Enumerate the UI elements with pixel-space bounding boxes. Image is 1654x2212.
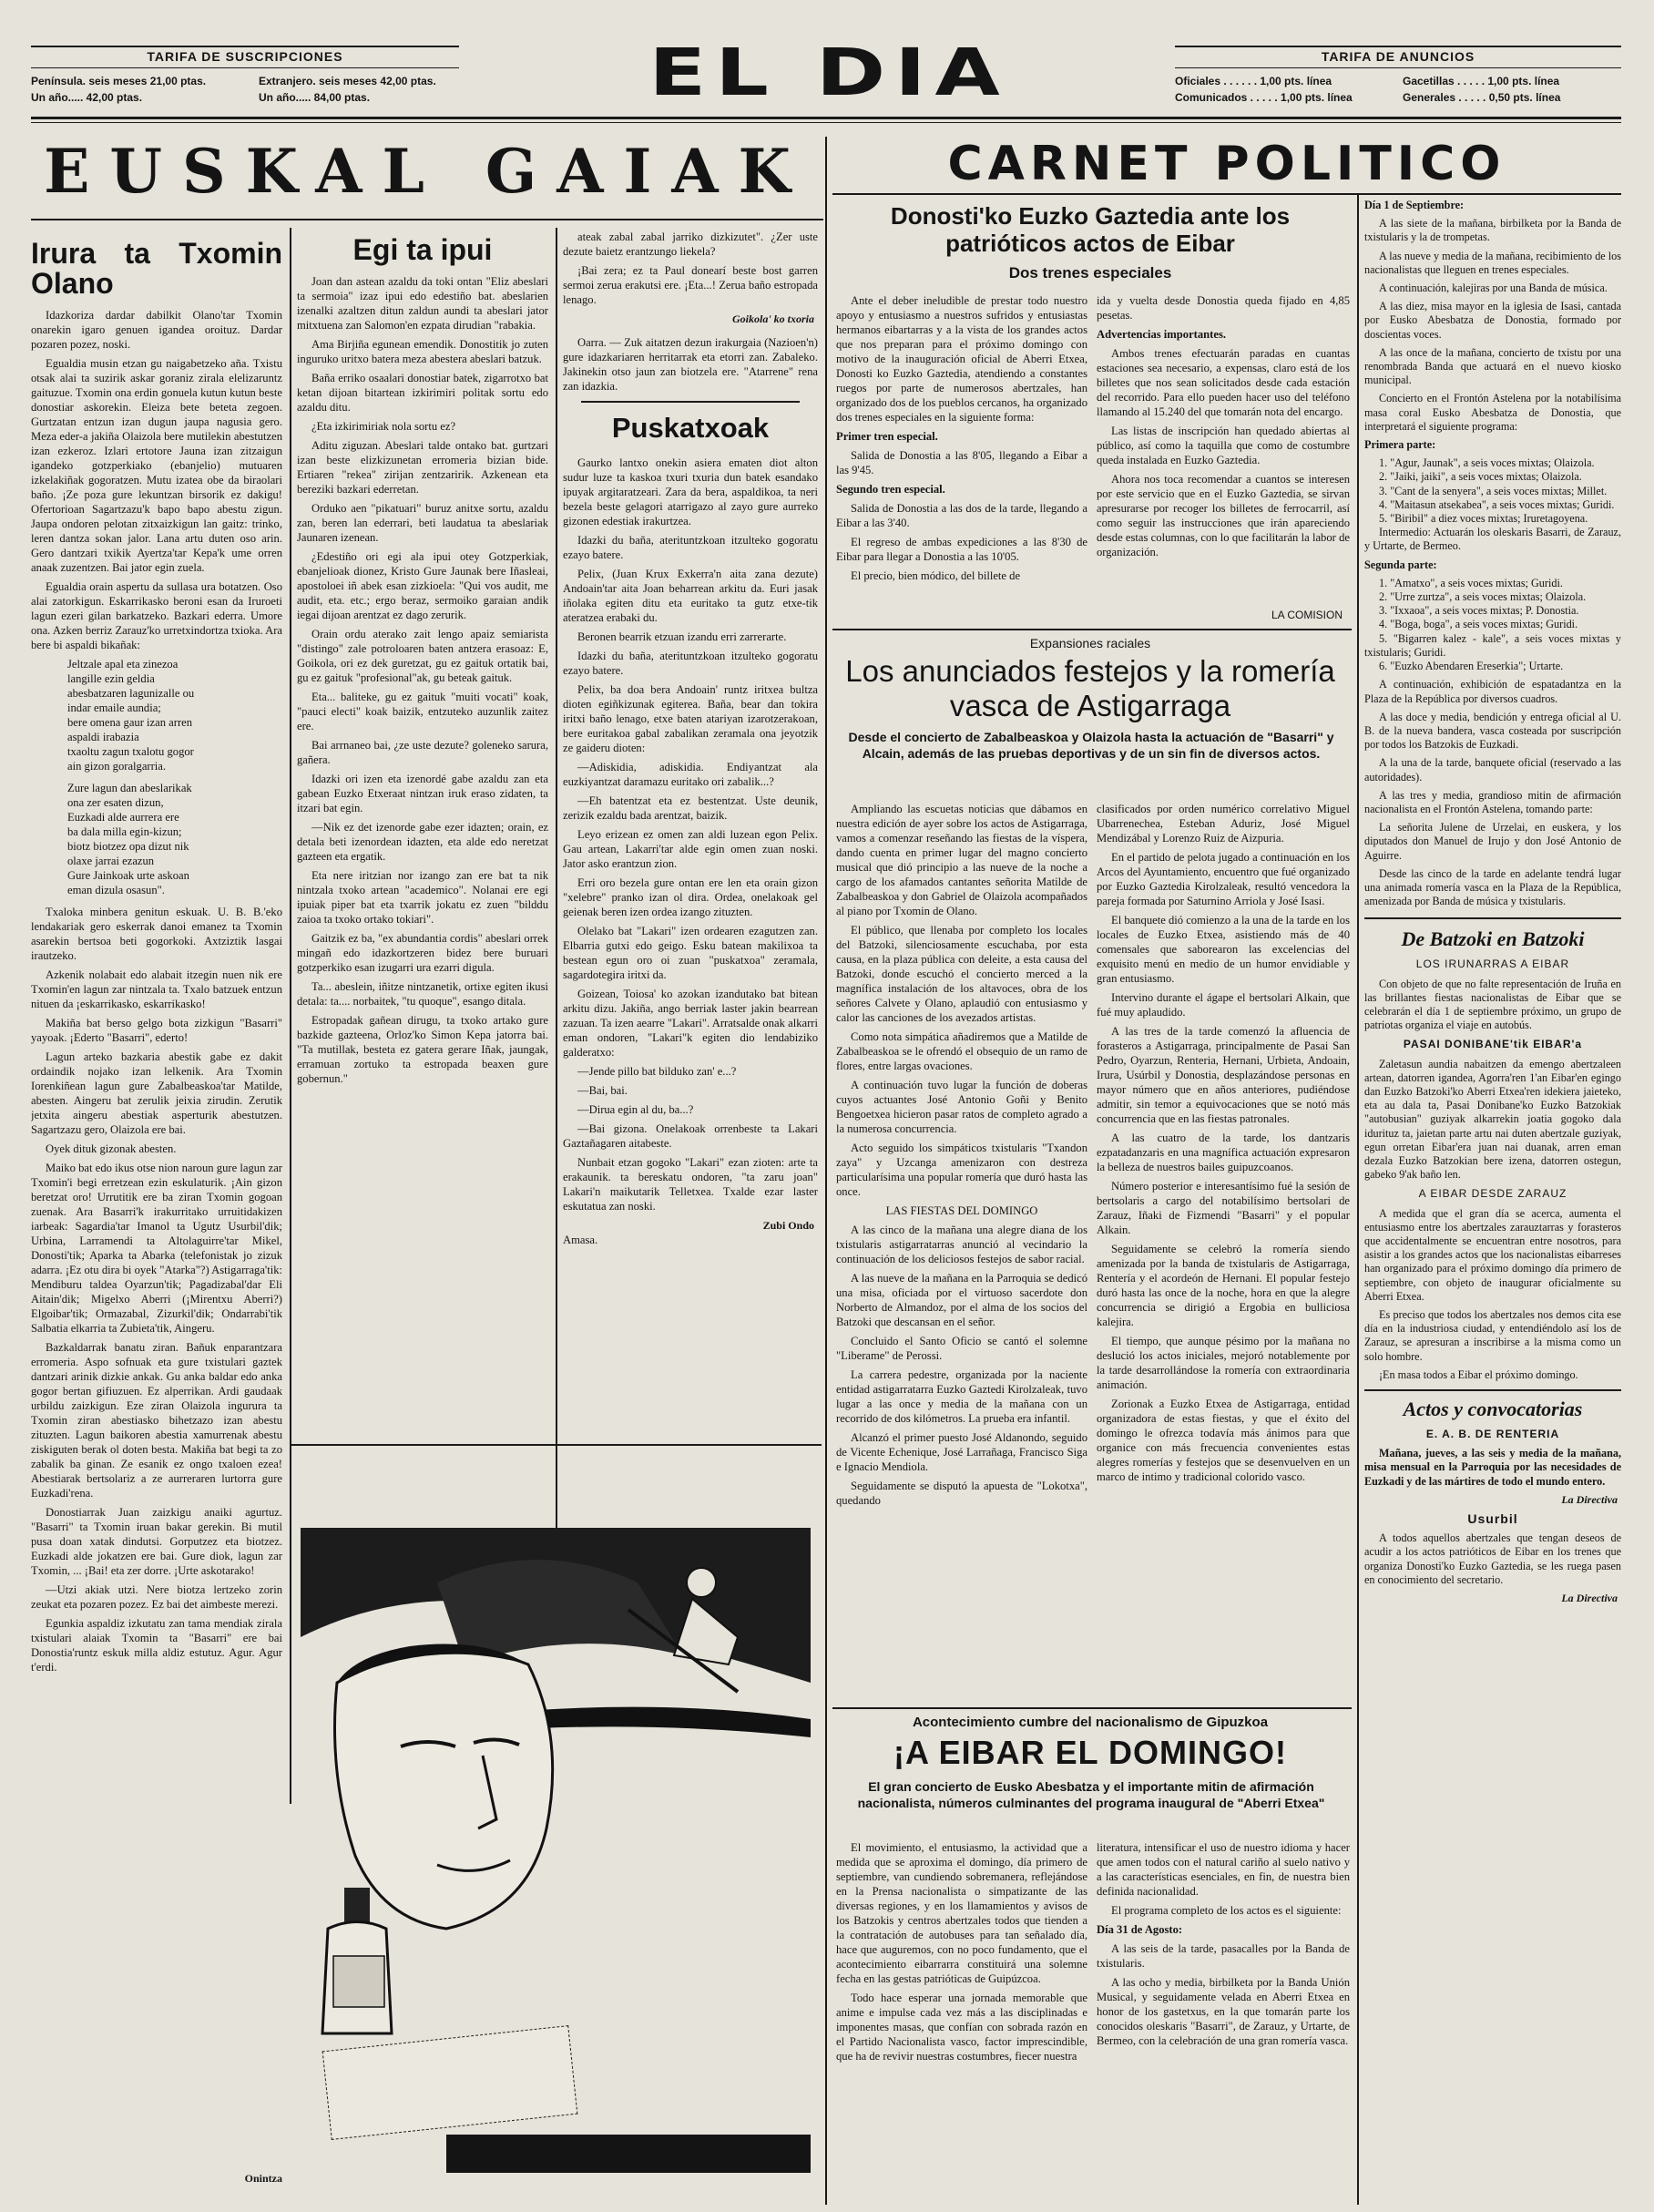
article-paragraph: Idazki du baña, aterituntzkoan itzulteko gogoratu ezayo batere.: [563, 534, 818, 561]
article-subhead: Día 31 de Agosto:: [1097, 1923, 1183, 1936]
article-paragraph: —Bai, bai.: [577, 1084, 628, 1097]
carnet-politico-title: CARNET POLITICO: [947, 137, 1506, 191]
program-item: 5. "Bigarren kalez - kale", a seis voces mixtas y txistularis; Guridi.: [1364, 631, 1621, 659]
article-paragraph: Seguidamente se disputó la apuesta de "Lokotxa", quedando: [836, 1480, 1087, 1507]
article-rule: [832, 1707, 1352, 1709]
signature-c1: Onintza: [244, 2172, 282, 2185]
ads-left: [1175, 73, 1398, 106]
subs-line: Un año..... 84,00 ptas.: [259, 91, 371, 104]
article-paragraph: Zorionak a Euzko Etxea de Astigarraga, entidad organizadora de estas fiestas, y que el éxito del domingo le ofrezca todavía más ánimos para que organice con más frecuencia convenientes estas alegres romerías y festejos que se desenvuelven en un marco de intimo y tradicional colorido vasco.: [1097, 1398, 1350, 1483]
ads-line: Gacetillas . . . . . 1,00 pts. línea: [1403, 75, 1560, 87]
article-paragraph: Bazkaldarrak banatu ziran. Bañuk enparantzara erromeria. Aspo sofnuak eta gure txistulari gaztek dantzari arinik dizkie ankak. Gu anka baldar edo anka gogor bertan gifiuzuen. Ez alperrikan. Ardi gaudaak urbildu zaizkigun. Eze ziran Olaizola ingurura ta Txomin ziran abestiasko bihetzazo izan abestu zituzten. Lagun baikoren abestia xamurrenak abestu ziskiguten berak ol doten besta. Makiña bat begi ta zo zabalik ba ginan. Ze esanik ez ongo txaloen ezea! Abestiarak bertsolariz a ze aurreraren lurtorra gure Euzkadi'rena.: [31, 1341, 282, 1500]
masthead-rule-thin: [31, 122, 1621, 123]
article-paragraph: A continuación tuvo lugar la función de doberas cuyos actuantes José Antonio Goñi y Benito Bengoetxea hicieron pasar ratos de completo agrado a la numerosa concurrencia.: [836, 1079, 1087, 1135]
verse-line: langille ezin geldia: [67, 672, 155, 685]
usurbil-subhead: Usurbil: [1467, 1511, 1518, 1527]
program-subhead: Primera parte:: [1364, 438, 1436, 452]
verse-line: abesbatzaren lagunizalle ou: [67, 687, 195, 700]
article-paragraph: —Adiskidia, adiskidia. Endiyantzat ala euzkiyantzat daramazu euritako ori zabalik...?: [563, 761, 818, 788]
article-subhead: Primer tren especial.: [836, 430, 938, 443]
program-item: A las diez, misa mayor en la iglesia de Isasi, cantada por Eusko Abesbatza de Donostia, formado por doscientas voces.: [1364, 300, 1621, 341]
article-paragraph: Beronen bearrik etzuan izandu erri zarrerarte.: [577, 630, 787, 643]
article-subhead: Día 1 de Septiembre:: [1364, 199, 1465, 211]
brylcreem-ad: [291, 1444, 822, 2173]
program-item: A las once de la mañana, concierto de txistu por una renombrada Banda que actuará en el nuevo kiosko municipal.: [1364, 345, 1621, 387]
subs-left: [31, 73, 259, 106]
program-item: 4. "Boga, boga", a seis voces mixtas; Guridi.: [1379, 618, 1578, 631]
verse-line: Euzkadi alde aurrera ere: [67, 811, 179, 824]
article-paragraph: Pelix, ba doa bera Andoain' runtz iritxea bultza dioten egiñkizunak egiterea. Baña, bear dan tokira iritxi baño lenago, etxe baten atariyan izarotzerakoan, bere euritakoa gabal zabalikan zeramala ona jeyotzik ze gaideru dioten:: [563, 683, 818, 754]
program-item: A las doce y media, bendición y entrega oficial al U. B. de la nueva bandera, vasca costeada por suscripción por todos los Batzokis de Euzkadi.: [1364, 710, 1621, 752]
subs-line: Un año..... 42,00 ptas.: [31, 91, 143, 104]
article-paragraph: Nunbait etzan gogoko "Lakari" ezan zioten: arte ta erakaunik. ta bereskatu ondoren, "ta zaru joan" Lakari'n maikutarik Telletxea. Txalde ezar laster eskutatua zan noski.: [563, 1156, 818, 1213]
place-line: Amasa.: [563, 1234, 598, 1246]
article-paragraph: Número posterior e interesantísimo fué la sesión de bertsolaris a cargo del notabilísimo bertsolari de Zarauz, Iñaki de Fizmendi "Basarri" y el popular Alkain.: [1097, 1180, 1350, 1236]
article-paragraph: El movimiento, el entusiasmo, la actividad que a medida que se aproxima el domingo, día primero de septiembre, van cundiendo sobremanera, reflejándose en la Prensa nacionalista o simpatizante de las diversas regiones, y en los llamamientos y avisos de los Batzokis y centros abertzales todos que tienden a la contratación de autobuses para tan señalado día, hace que auguremos, con no poco fundamento, que el acontecimiento eibarrarra constituirá una solemne fecha en las gestas patrióticas de Guipúzcoa.: [836, 1841, 1087, 1985]
program-item: A las tres y media, grandioso mitin de afirmación nacionalista en el Frontón Astelena, tomando parte:: [1364, 788, 1621, 815]
irun-subhead: LOS IRUNARRAS A EIBAR: [1415, 958, 1570, 971]
article-rule: [832, 629, 1352, 630]
euskal-column-1: [31, 239, 282, 2197]
verse-line: indar emaile aundia;: [67, 701, 161, 714]
ads-title: TARIFA DE ANUNCIOS: [1321, 49, 1475, 64]
verse-line: aspaldi irabazia: [67, 731, 139, 743]
article-paragraph: El precio, bien módico, del billete de: [851, 569, 1021, 582]
column-rule: [1357, 193, 1359, 2205]
article-paragraph: —Jende pillo bat bilduko zan' e...?: [577, 1065, 737, 1078]
article-paragraph: En el partido de pelota jugado a continuación en los Arcos del Ayuntamiento, encuentro que fué organizado por Euzko Gaztedia Kirolzaleak, resultó vencedora la pareja formada por Saturnino Arriola y José Isasi.: [1097, 851, 1350, 907]
ads-line: Oficiales . . . . . . 1,00 pts. línea: [1175, 75, 1332, 87]
article-paragraph: Estropadak gañean dirugu, ta txoko artako gure bazkide gazteena, Orloz'ko Simon Kepa jatorra bai. "Ta mutillak, besteta ez gatera gerare Iñak, jaungak, erramuan zortuko ta estropada beaxen gure gobernun.": [297, 1014, 548, 1085]
article-paragraph: Egunkia aspaldiz izkutatu zan tama mendiak zirala txistulari alaiak Txomin ta "Basarri" ere bai Donostia'runtz eskuk milla aldiz estutuz. Agur. Agur t'erdi.: [31, 1617, 282, 1674]
article-paragraph: Oyek dituk gizonak abesten.: [46, 1142, 177, 1155]
article-paragraph: A todos aquellos abertzales que tengan deseos de acudir a los actos patrióticos de Eibar en los trenes que organiza Donosti'ko Euzko Gaztedia, se les ruega pasen en conocimiento del secretario.: [1364, 1531, 1621, 1586]
article-paragraph: La carrera pedestre, organizada por la naciente entidad astigarratarra Euzko Gaztedi Kirolzaleak, tuvo lugar a las once y media de la mañana con un recorrido de dos kilómetros. La prueba era infantil.: [836, 1368, 1087, 1425]
euskal-gaiak-title: EUSKAL GAIAK: [44, 136, 811, 207]
article-paragraph: Orduko aen "pikatuari" buruz anitxe sortu, azaldu zan, beren lan ederrari, beti laudatua ta abeslariak Jaunaren izenean.: [297, 502, 548, 544]
article-paragraph: ida y vuelta desde Donostia queda fijado en 4,85 pesetas.: [1097, 294, 1350, 322]
program-item: A las nueve y media de la mañana, recibimiento de los nacionalistas que lleguen en trenes especiales.: [1364, 249, 1621, 276]
article-paragraph: Las listas de inscripción han quedado abiertas al público, así como la taquilla que como de costumbre queda instalada en Euzko Gaztedia.: [1097, 425, 1350, 466]
article-paragraph: Eta nere iritzian nor izango zan ere bat ta nik nintzala txoko artean "academico". Nolanai ere egi ipuiak piper bat eta txarrik jokatu ez zuen "bilddu zaioa ta txoko ortako tokiari".: [297, 869, 548, 926]
article-paragraph: Goizean, Toiosa' ko azokan izandutako bat bitean arkitu dizu. Jakiña, ango berriak laster jakin bearrean zazuan. Ta izen aearre "Lakari". Arratsalde onak alkarri eman ondoren, "Lakari"k egiten dio lendabiziko galderatxo:: [563, 988, 818, 1059]
article-paragraph: Ama Birjiña egunean emendik. Donostitik jo zuten inguruko uritxo batera meza abestera abeslari batzuk.: [297, 338, 548, 365]
article-paragraph: Leyo erizean ez omen zan aldi luzean egon Pelix. Gau artean, Lakarri'tar alde egin omen zuan noski. Jator asko erantzun zion.: [563, 828, 818, 870]
article-paragraph: Maiko bat edo ikus otse nion naroun gure lagun zar Txomin'i begi erretzean ezin eskulaturik. ¡Ain gizon beretzat oro! Urrutitik ere ba ziran Txomin gogoan zuenak. Ara Basarri'k irakurritako urruitidakizen iarbeak: Sagardia'tar Imanol ta Ugutz Usurbil'dik; Urbina, Larramendi ta Altolaguirre'tar Mikel, Donosti'tik; Aparka ta Abarka (telefonistak jo zizuk adarra. ¡Ez otu dira bi oyek "Atarka"?) Astigarraga'tik: Mendiburu taldea Oyarzun'tik; Pagadizabal'dar Eli Aitain'dik; Migelxo Aberri (¡Mirentxu Aberri?) Elgoibar'tik; Ormazabal, Zizurkil'dik; Ondarrabi'tik Salbatia elkarria ta Zubieta'tik, Aingeru.: [31, 1162, 282, 1335]
verse-line: txaoltu zagun txalotu gogor: [67, 745, 194, 758]
article-paragraph: Idazki ori izen eta izenordé gabe azaldu zan eta gabean Euzko Etxeraat nintzan iruk eraso zidaten, ta itzari bat egin.: [297, 773, 548, 814]
program-item: 2. "Urre zurtza", a seis voces mixtas; Olaizola.: [1379, 590, 1587, 604]
actos-title: Actos y convocatorias: [1403, 1398, 1583, 1421]
article-paragraph: Donostiarrak Juan zaizkigu anaiki agurtuz. "Basarri" ta Txomin iruan bakar gerekin. Bi mutil pusa doan xatak dindutsi. Gorputzez eta biotzez. Euzkadi alde jokatzen ere bai. Gure diok, lagun zar Txomin, ... ¡Bai! eta zer dorre. ¡Urte askotarako!: [31, 1506, 282, 1577]
article-paragraph: A las cuatro de la tarde, los dantzaris ezpatadanzaris en una magnífica actuación expresaron la belleza de nuestros bailes guipuzcoanos.: [1097, 1132, 1350, 1173]
article-paragraph: —Dirua egin al du, ba...?: [577, 1103, 694, 1116]
article-paragraph: A las cinco de la mañana una alegre diana de los txistularis astigarratarras anunció al vecindario la continuación de los deliciosos festejos de sabor racial.: [836, 1224, 1087, 1265]
article-paragraph: Ampliando las escuetas noticias que dábamos en nuestra edición de ayer sobre los actos de Astigarraga, vamos a comenzar reseñando las fiestas de la víspera, dando cuenta en primer lugar del magno concierto musical que dió principio a las nueve de la noche a cargo de los afamados cantantes señorita Matilde de Zabalbeaskoa y don Gabriel de Olaizola acompañados al piano por Txomin de Olano.: [836, 803, 1087, 917]
ad-coupon: [322, 2025, 578, 2140]
exp-headline: Los anunciados festejos y la romería vasca de Astigarraga: [845, 654, 1335, 722]
program-item: A continuación, kalejiras por una Banda de música.: [1379, 282, 1608, 295]
program-item: A las siete de la mañana, birbilketa por la Banda de txistularis y la de trompetas.: [1364, 217, 1621, 244]
article-paragraph: Egualdia musin etzan gu naigabetzeko aña. Txistu otsak alai ta suzirik askar goraniz zirala elelizaruntz gaituzue. Txomin ona erdin gonuela kutun kutun beste donostiar askorekin. Eleiza bete beteta zegoen. Gurtzatan entzun izan dugun jaupa nagusia gero. Meza eder-a jakiña Olaizola bere mutilekin abestutzen izan ezkeroz. Izlari ertotore Jauna izan zitzaigun igandeko gotzperkiako (ebanjelio) mutuaren izkelakiñak gogoratzen. Mutu izatea obe da biraolari baño. ¡Ze poza gure lekuntzan birsorik ez dakigu! Ofertorioan Sagartzazu'k bapo bapo abestu zigun. Jaupa ondoren pelotan zitxaizkigun lan gaitz: trinko, leren dantza sokan jalor. Lana artu duten oso arin. Gero dantzari txikik Ayertza'tar Kepa'k ume orren anaak zuzentzen. Bai jator egin zuela.: [31, 357, 282, 574]
article-paragraph: Acto seguido los simpáticos txistularis "Txandon zaya" y Uzcanga amenizaron con destreza particularísima una popular romería que duró hasta las once.: [836, 1142, 1087, 1198]
article-paragraph: Idazki du baña, aterituntzkoan itzulteko gogoratu ezayo batere.: [563, 650, 818, 677]
zarauz-subhead: A EIBAR DESDE ZARAUZ: [1418, 1187, 1567, 1201]
exp-column-1: [836, 802, 1087, 1704]
subs-line: Extranjero. seis meses 42,00 ptas.: [259, 75, 436, 87]
program-item: La señorita Julene de Urzelai, en euskera, y los diputados don Manuel de Irujo y don José Antonio de Aguirre.: [1364, 821, 1621, 862]
program-item: Intermedio: Actuarán los oleskaris Basarri, de Zarauz, y Urtarte, de Bermeo.: [1364, 526, 1621, 553]
article-paragraph: A las tres de la tarde comenzó la afluencia de forasteros a Astigarraga, principalmente de Pasai San Pedro, Oyarzun, Renteria, Hernani, Urbieta, Andoain, Irura, Usúrbil y Donostia, desplazándose personas en mayor número que en años anteriores, pudiéndose admitir, sin temor a equivocaciones que se notó más concurrencia que en las fiestas patronales.: [1097, 1025, 1350, 1125]
article-paragraph: Bai arrnaneo bai, ¿ze uste dezute? goleneko sarura, gañera.: [297, 739, 548, 766]
exp-subhead: Desde el concierto de Zabalbeaskoa y Olaizola hasta la actuación de "Basarri" y Alcain, además de las pruebas deportivas y de un sin fin de diversos actos.: [848, 730, 1334, 761]
verse-line: olaxe jarrai ezazun: [67, 855, 155, 867]
article-paragraph: Ahora nos toca recomendar a cuantos se interesen por este servicio que en el Euzko Gaztedia, se sirvan apresurarse por recoger los billetes de ferrocarril, así como seguir las instrucciones que irán apareciendo desde estas columnas, con lo que facilitarán la labor de organización.: [1097, 473, 1350, 558]
article-paragraph: Alcanzó el primer puesto José Aldanondo, seguido de Vicente Echenique, José Larrañaga, Francisco Siga e Ignacio Mendiola.: [836, 1431, 1087, 1473]
article-paragraph: clasificados por orden numérico correlativo Miguel Ubarrenechea, Esteban Aduriz, José Miguel Mendizábal y Lorenzo Ruiz de Aizpuria.: [1097, 803, 1350, 845]
lead-headline: Donosti'ko Euzko Gaztedia ante los patrióticos actos de Eibar: [890, 202, 1291, 257]
program-item: 5. "Biribil" a diez voces mixtas; Iruretagoyena.: [1379, 512, 1588, 526]
program-item: 1. "Agur, Jaunak", a seis voces mixtas; Olaizola.: [1379, 456, 1595, 470]
program-item: 6. "Euzko Abendaren Ereserkia"; Urtarte.: [1379, 660, 1564, 673]
program-item: Desde las cinco de la tarde en adelante tendrá lugar una animada romería vasca en la Plaza de la República, amenizada por Banda de música y txistularis.: [1364, 866, 1621, 908]
article-paragraph: Todo hace esperar una jornada memorable que anime e impulse cada vez más a las disciplinadas e imponentes masas, que confían con sobrada razón en el Partido Nacionalista vasco, factor imprescindible, que ha de revivir nuestras costumbres, fiecer nuestra: [836, 1992, 1087, 2063]
column-rule: [825, 137, 827, 2205]
exp-kicker: Expansiones raciales: [1029, 636, 1151, 650]
article-paragraph: Salida de Donostia a las dos de la tarde, llegando a Eibar a las 3'40.: [836, 502, 1087, 529]
article-paragraph: —Bai gizona. Onelakoak orrenbeste ta Lakari Gaztañagaren aitabeste.: [563, 1122, 818, 1150]
verse-line: ba dala milla egin-kizun;: [67, 825, 182, 838]
eib-kicker: Acontecimiento cumbre del nacionalismo de Gipuzkoa: [912, 1715, 1269, 1730]
article-paragraph: Con objeto de que no falte representación de Iruña en las brillantes fiestas nacionalistas de Eibar que se celebrarán el día 1 de septiembre próximo, un grupo de patriotas organiza el viaje en autobús.: [1364, 977, 1621, 1032]
right-column: [1364, 199, 1621, 2205]
article-paragraph: ¿Edestiño ori egi ala ipui otey Gotzperkiak, ebanjelioak dionez, Kristo Gure Jaunak bere Iñasleai, apostoloei iñ abek esan zizkioela: "Qui vos audit, me audit, eta. etc.; ergo beraz, sermoiko garaian andik iegai dijoan arentzat ez dago zerurik.: [297, 550, 548, 621]
article-paragraph: Es preciso que todos los abertzales nos demos cita ese día en la industriosa ciudad, y entendiéndolo así los de Zarauz, se apresuran a inscribirse a la misma como un solo hombre.: [1364, 1308, 1621, 1363]
verse-line: ona zer esaten dizun,: [67, 796, 164, 809]
article-paragraph: Gaitzik ez ba, "ex abundantia cordis" abeslari orrek mingañ edo idazkortzeren bidez bere buruari gotzperkiko esan izugarri ura ezarri digula.: [297, 932, 548, 974]
ads-line: Generales . . . . . 0,50 pts. línea: [1403, 91, 1561, 104]
verse: [31, 781, 282, 897]
signature: Zubi Ondo: [762, 1219, 814, 1232]
article-paragraph: Salida de Donostia a las 8'05, llegando a Eibar a las 9'45.: [836, 449, 1087, 476]
article-paragraph: ¡Bai zera; ez ta Paul donearí beste bost garren sermoi zerua erakutsi ere. ¡Eta...! Zerua baño estropada lenago.: [563, 264, 818, 306]
article-paragraph: Azkenik nolabait edo alabait itzegin nuen nik ere Txomin'en lagun zar nintzala ta. Txalo batzuek entzun nituen da ¡eskarrikasko, eskarrikasko!: [31, 968, 282, 1010]
lead-signature: LA COMISION: [1271, 609, 1343, 621]
article-paragraph: El tiempo, que aunque pésimo por la mañana no deslució los actos iniciales, mejoró notablemente por la tarde desarrollándose la romería con extraordinaria animación.: [1097, 1335, 1350, 1391]
section-rule: [31, 219, 823, 220]
signature: La Directiva: [1561, 1592, 1618, 1605]
masthead-rule: [31, 117, 1621, 119]
article-subhead: Advertencias importantes.: [1097, 328, 1227, 341]
program-item: 1. "Amatxo", a seis voces mixtas; Guridi.: [1379, 576, 1563, 589]
article-paragraph: Ante el deber ineludible de prestar todo nuestro apoyo y entusiasmo a nuestros sufridos y entusiastas hermanos eibartarras y a la vista de los grandes actos que nos preparan para el próximo domingo con motivo de la inauguración oficial de Aberri Etxea, Donosti ko Euzko Gaztedia, atendiendo a constantes ruegos por parte de numerosos abertzales, han organizado dos de los pueblos cercanos, ha organizado dos trenes especiales en la siguiente forma:: [836, 294, 1087, 424]
article-paragraph: Erri oro bezela gure ontan ere len eta orain gizon "xelebre" pranko izan ol dira. Ordea, onelakoak gel geienak beren izen ordea izango zituzten.: [563, 876, 818, 918]
verse-line: eman dizula osasun".: [67, 884, 165, 896]
brand-banner: [446, 2135, 811, 2173]
subs-box: [31, 46, 459, 117]
article-paragraph: Joan dan astean azaldu da toki ontan "Eliz abeslari ta sermoia" izaz ipui edo edestiño bat. abeslarien izenalki azaltzen ditun zaldun aundi ta abeslari jator mitxtuena zan Salomon'en ezpata dirudian "rabakia.: [297, 275, 548, 332]
article-paragraph: literatura, intensificar el uso de nuestro idioma y hacer que amen todos con el natural cariño al suelo nativo y a las características esenciales, en fin, de nuestra bien definida nacionalidad.: [1097, 1841, 1350, 1898]
article-subhead: LAS FIESTAS DEL DOMINGO: [885, 1204, 1038, 1217]
article-paragraph: —Eh batentzat eta ez bestentzat. Uste deunik, zerizik ezaldu bada arentzat, baizik.: [563, 794, 818, 822]
exp-column-2: [1097, 802, 1350, 1704]
article-paragraph: Gaurko lantxo onekin asiera ematen diot alton sudur luze ta kaskoa txuri txuria dun batek esandako ipuyak argitaratzeari. Zara da bera, aspaldikoa, ta neri bezela beste gelagori atarrigazo al zayo gure aurreko gizonen edestiak irakurtzea.: [563, 456, 818, 527]
verse-line: Gure Jainkoak urte askoan: [67, 869, 189, 882]
section-rule: [832, 193, 1621, 195]
verse-line: ain gizon goralgarria.: [67, 760, 167, 773]
subs-line: Península. seis meses 21,00 ptas.: [31, 75, 207, 87]
subs-right: [259, 73, 459, 106]
program-subhead: Segunda parte:: [1364, 558, 1437, 571]
article-paragraph: Idazkoriza dardar dabilkit Olano'tar Txomin onarekin igaro genuen igandea oroituz. Dardar pozaren pozez, noski.: [31, 309, 282, 351]
masthead-title: EL DIA: [648, 34, 1009, 111]
eib-headline: ¡A EIBAR EL DOMINGO!: [893, 1734, 1287, 1771]
verse-line: bere omena gaur izan arren: [67, 716, 193, 729]
puskatxoak-title: Puskatxoak: [611, 412, 770, 444]
program-item: 3. "Ixxaoa", a seis voces mixtas; P. Donostia.: [1379, 604, 1579, 618]
article-paragraph: El público, que llenaba por completo los locales del Batzoki, silenciosamente escuchaba, por esta causa, en la plaza pública con deleite, a esta causa del Batzoki, donde escuchó el concierto merced a la magnífica instalación de los altavoces, obra de los señores Calvete y Olano, aplaudió con entusiasmo y calor las canciones de los avezados artistas.: [836, 924, 1087, 1024]
article-paragraph: —Nik ez det izenorde gabe ezer idazten; orain, ez detala beti izenordean idazten, eta alde edo neretzat gazteen eta ergatik.: [297, 821, 548, 863]
verse: [31, 657, 282, 773]
article-paragraph: A medida que el gran día se acerca, aumenta el entusiasmo entre los abertzales zarauztarras y forasteros que accidentalmente se encuentran entre nosotros, para asistir a los grandes actos que los nacionalistas eibarreses han organizado para el próximo domingo día primero de septiembre, con objeto de inaugurar oficialmente su Aberri Etxea.: [1364, 1206, 1621, 1303]
article-paragraph: Seguidamente se celebró la romería siendo amenizada por la banda de txistularis de Astigarraga, Rentería y el acordeón de Hernani. El popular festejo duró hasta las once de la noche, hora en que la alegre concurrencia se dirigió a Ergobia en bulliciosa kalejira.: [1097, 1243, 1350, 1328]
article-paragraph: El regreso de ambas expediciones a las 8'30 de Eibar para llegar a Donostia a las 10'05.: [836, 536, 1087, 563]
article-paragraph: A las nueve de la mañana en la Parroquia se dedicó una misa, oficiada por el virtuoso sacerdote don Norberto de Almandoz, por el alma de los socios del Batzoki que descansan en el señor.: [836, 1272, 1087, 1328]
program-item: 4. "Maitasun atsekabea", a seis voces mixtas; Guridi.: [1379, 497, 1615, 511]
article-paragraph: —Utzi akiak utzi. Nere biotza lertzeko zorin zeukat eta pozaren pozez. Ez bai det aimbeste merezi.: [31, 1583, 282, 1611]
article-paragraph: Aditu ziguzan. Abeslari talde ontako bat. gurtzari izan beste elizkizunetan erromeria bizian bide. Ertiaren "rekea" zirijan zentzaririk. Azkenean eta bereziki bazkari ederretan.: [297, 439, 548, 496]
article-paragraph: El banquete dió comienzo a la una de la tarde en los locales de Euzko Etxea, asistiendo más de 40 comensales que saborearon las excelencias del exquisito menú en medio de un humor envidiable y gran entusiasmo.: [1097, 914, 1350, 985]
eab-subhead: E. A. B. DE RENTERIA: [1425, 1428, 1560, 1441]
article-paragraph: Baña erriko osaalari donostiar batek, zigarrotxo bat ketan dijoan bitartean izkirimiri politak sortu edo azaldu ditu.: [297, 372, 548, 414]
program-item: 3. "Cant de la senyera", a seis voces mixtas; Millet.: [1379, 484, 1608, 497]
article-paragraph: Intervino durante el ágape el bertsolari Alkain, que fué muy aplaudido.: [1097, 991, 1350, 1019]
article-paragraph: ¡En masa todos a Eibar el próximo domingo.: [1379, 1367, 1578, 1381]
batzoki-title: De Batzoki en Batzoki: [1401, 927, 1585, 951]
pasai-subhead: PASAI DONIBANE'tik EIBAR'a: [1403, 1038, 1583, 1051]
article-title: Egi ta ipui: [352, 235, 493, 266]
ad-body-text: [574, 1865, 812, 2138]
verse-line: Zure lagun dan abeslarikak: [67, 782, 192, 794]
article-paragraph: Zaletasun aundia nabaitzen da emengo abertzaleen artean, datorren igandea, Agorra'ren 1'an Eibar'en egingo dan Euzko Batzoki'ko Aberri Etxea'ren idekiera jaieteko, eta au dala ta, Pasai Donibane'ko Euzko Batzokiak "autobusian" guziyak alkarrekin joatia gogoko dala idurituz ta, jaietan parte artu nai duten abertzale guziyak, egun orretan Eibar'era juan nai duanak, arren eman dezala Euzko Batzokian bere izena, datorren ostegun, gabeko 9'ak baño len.: [1364, 1057, 1621, 1182]
program-item: Concierto en el Frontón Astelena por la notabilísima masa coral Eusko Abesbatza de Donostia, que interpretará el siguiente programa:: [1364, 392, 1621, 433]
article-paragraph: Egualdia orain aspertu da sullasa ura botatzen. Oso alai zatorkigun. Eskarrikasko beroni esan da Iruroeti lagun ezeri gilan barkatzeko. Bazkari ederra. Umore ona. Azken berriz Zarauz'ko urretxindortza txioka. Ara bere bi aspaldi bikañak:: [31, 580, 282, 651]
verse-line: biotz biotzez opa dizut nik: [67, 840, 189, 853]
article-paragraph: Mañana, jueves, a las seis y media de la mañana, misa mensual en la Parroquia por las necesidades de Euzkadi y de las mártires de todo el mundo entero.: [1364, 1447, 1621, 1488]
article-paragraph: Ambos trenes efectuarán paradas en cuantas estaciones sea necesario, a expensas, claro está de los billetes que nos sean solicitados desde cada estación del recorrido. Para ello pueden hacer uso del teléfono llamando al 15.240 del que tomarán nota del encargo.: [1097, 347, 1350, 418]
lead-column-1: [836, 293, 1087, 621]
article-paragraph: Concluido el Santo Oficio se cantó el solemne "Liberame" de Perossi.: [836, 1335, 1087, 1362]
ads-line: Comunicados . . . . . 1,00 pts. línea: [1175, 91, 1353, 104]
lead-subhead: Dos trenes especiales: [1008, 264, 1172, 282]
article-paragraph: A las seis de la tarde, pasacalles por la Banda de txistularis.: [1097, 1942, 1350, 1970]
eib-column-2: [1097, 1840, 1350, 2205]
article-subhead: Segundo tren especial.: [836, 483, 945, 496]
eib-column-1: [836, 1840, 1087, 2205]
program-item: A la una de la tarde, banquete oficial (reservado a las autoridades).: [1364, 756, 1621, 783]
article-paragraph: Como nota simpática añadiremos que a Matilde de Zabalbeaskoa se le ofrendó el obsequio de un ramo de flores, entre largas ovaciones.: [836, 1030, 1087, 1072]
signature: La Directiva: [1561, 1492, 1618, 1506]
article-title: Irura ta Txomin Olano: [31, 239, 282, 300]
ads-right: [1403, 73, 1621, 106]
article-paragraph: Eta... baliteke, gu ez gaituk "muiti vocati" koak, "pauci electi" koak baizik, entzuteko auzunlik zaitez ere.: [297, 691, 548, 732]
article-paragraph: El programa completo de los actos es el siguiente:: [1111, 1904, 1342, 1917]
signature: Goikola' ko txoria: [731, 312, 814, 325]
subs-title: TARIFA DE SUSCRIPCIONES: [147, 49, 343, 64]
program-item: 2. "Jaiki, jaiki", a seis voces mixtas; Olaizola.: [1379, 470, 1582, 484]
article-paragraph: Olelako bat "Lakari" izen ordearen ezagutzen zan. Elbarria gutxi edo geigo. Esku batean makilixoa ta bestean egun oro oi zuan "puskatxoa" zeramala, sagardotegira iritxi da.: [563, 925, 818, 981]
program-item: A continuación, exhibición de espatadantza en la Plaza de la República por diversos cuadros.: [1364, 678, 1621, 705]
article-paragraph: A las ocho y media, birbilketa por la Banda Unión Musical, y seguidamente velada en Aberri Etxea en honor de los gastetxus, en la que tomarán parte los conocidos oleskaris "Basarri", de Zarauz, y Urtarte, de Bermeo, con la celebración de una gran romería vasca.: [1097, 1976, 1350, 2047]
article-paragraph: Txaloka minbera genitun eskuak. U. B. B.'eko lendakariak gero eskerrak danoi emanez ta Txomin asarekin bertsoa beti gogorkoki. Axtziztik lasgai irautzeko.: [31, 906, 282, 962]
article-paragraph: Makiña bat berso gelgo bota zizkigun "Basarri" yayoak. ¡Ederto "Basarri", ederto!: [31, 1017, 282, 1044]
article-paragraph: ateak zabal zabal jarriko dizkizutet". ¿Zer uste dezute baietz erantzungo liekela?: [563, 230, 818, 258]
article-paragraph: Orain ordu aterako zait lengo apaiz semiarista "distingo" zale potroloaren baten antzera erasoaz: E, Goikola, ori ez dek guretzat, gu ez gaituk ortatik bai, gu ez gaituk "profesional"ak, gu beteak gaituk.: [297, 628, 548, 684]
article-paragraph: Lagun arteko bazkaria abestik gabe ez dakit ordaindik nojako izan lelkenik. Ara Txomin Iorenkiñean lagun gure Zabalbeaskoa'tar Matilde, abesten. Aingeru bat zerulik jeixia zirudin. Zerutik jetxita aingeru abestiak asperturik abestutzen. Sagartzazu gero, Olaizola ere bai.: [31, 1050, 282, 1136]
verse-line: Jeltzale apal eta zinezoa: [67, 658, 179, 671]
lead-column-2: [1097, 293, 1350, 603]
article-paragraph: Oarra. — Zuk aitatzen dezun irakurgaia (Nazioen'n) gure idazkariaren herritarrak eta etorri zan. Zabaleko. Jakinekin otso jaun zan biotzela ere. "Atarrene" rena zan idazkia.: [563, 336, 818, 393]
ads-box: [1175, 46, 1621, 117]
article-paragraph: Ta... abeslein, iñitze nintzanetik, ortixe egiten ikusi detala: ta.... norbaitek, "tu quoque", esango ditala.: [297, 980, 548, 1008]
article-paragraph: Pelix, (Juan Krux Exkerra'n aita zana dezute) Andoain'tar aita Joan beharrean arkitu da. Euri jasak iñolaka egiten ditu eta euritako ta gutz etxe-tik ateratzea erabaki du.: [563, 568, 818, 624]
eib-subhead: El gran concierto de Eusko Abesbatza y el importante mitin de afirmación nacionalista, números culminantes del programa inaugural de "Aberri Etxea": [857, 1779, 1325, 1810]
article-paragraph: ¿Eta izkirimiriak nola sortu ez?: [311, 420, 456, 433]
